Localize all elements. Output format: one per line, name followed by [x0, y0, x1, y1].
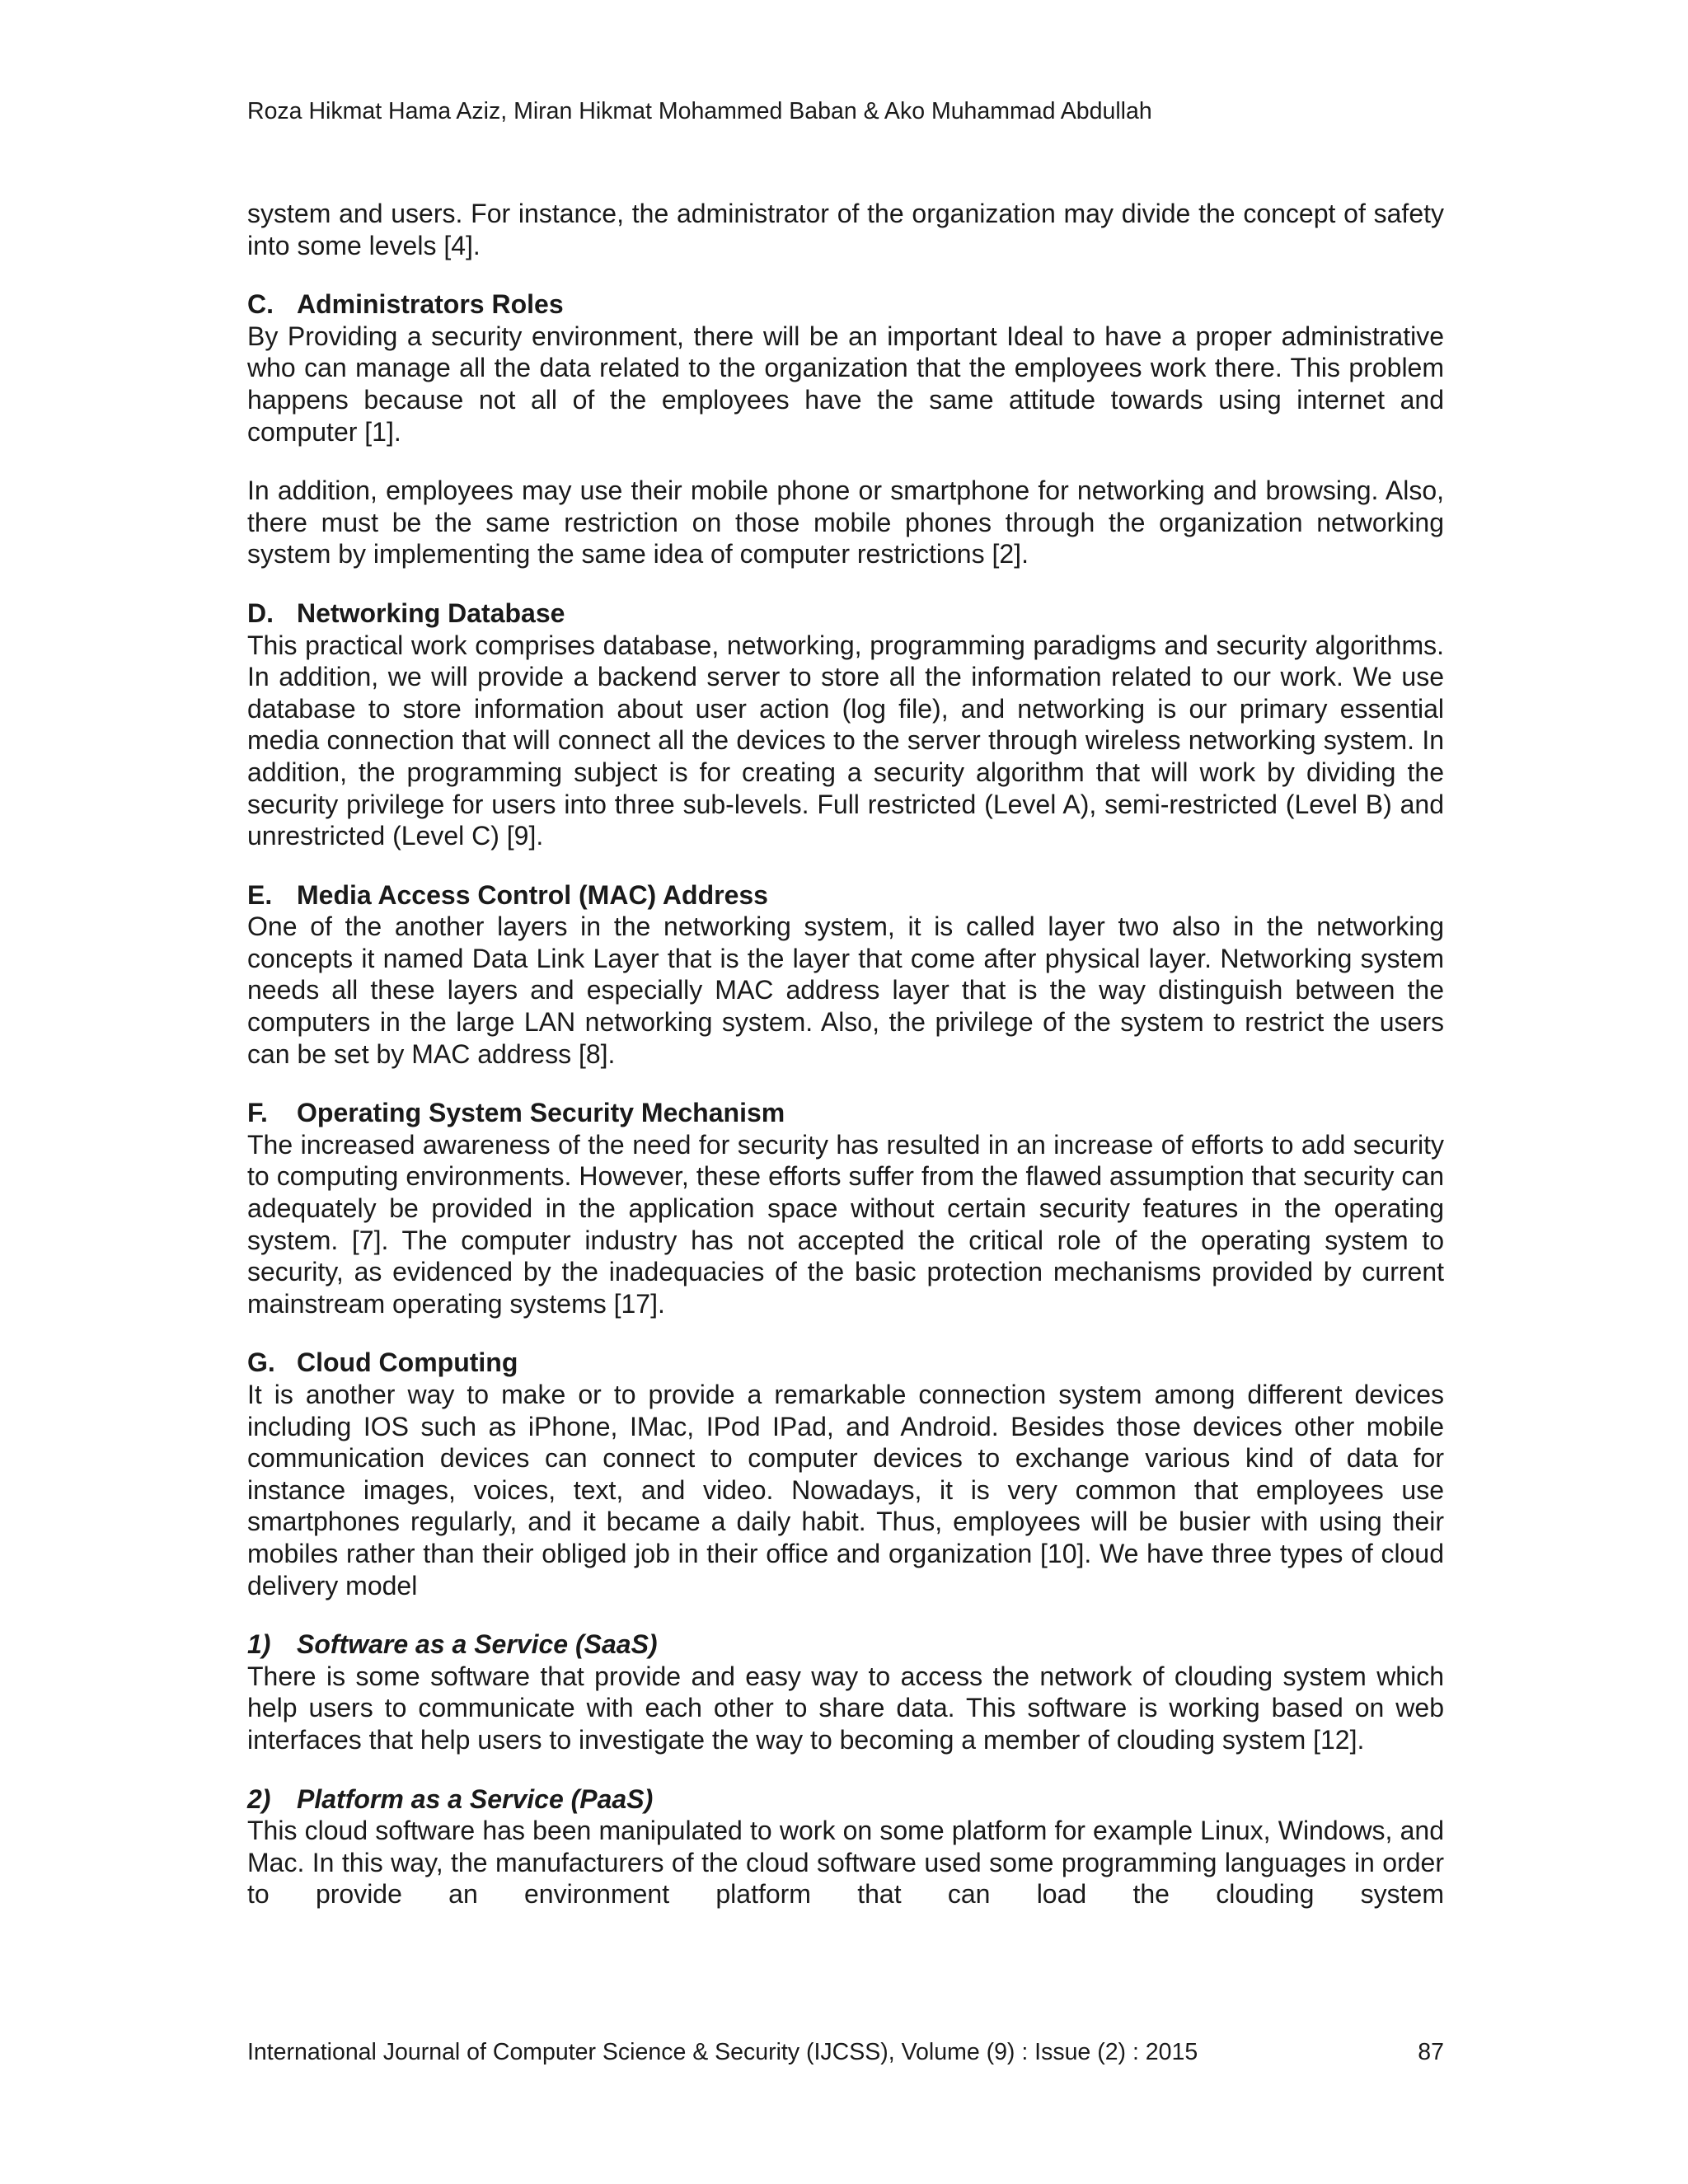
subsection-number: 1)	[247, 1629, 271, 1660]
section-heading	[247, 1347, 1444, 1379]
subsection-paas	[247, 1783, 1444, 1910]
section-title: Networking Database	[297, 598, 565, 628]
section-number: D.	[247, 598, 274, 628]
section-number: E.	[247, 879, 273, 910]
paragraph: This cloud software has been manipulated to work on some platform for example Linux, Windows, and Mac. In this way, the manufacturers of the cloud software used some programming languages in order to provide an environment platform that can load the clouding system	[247, 1816, 1444, 1910]
section-heading	[247, 288, 1444, 321]
section-number: C.	[247, 289, 274, 320]
paragraph: By Providing a security environment, there will be an important Ideal to have a proper administrative who can manage all the data related to the organization that the employees work there. This problem happens because not all of the employees have the same attitude towards using internet and computer [1].	[247, 321, 1444, 447]
section-title: Operating System Security Mechanism	[297, 1098, 785, 1128]
section-title: Media Access Control (MAC) Address	[297, 879, 768, 910]
section-number: F.	[247, 1098, 268, 1128]
paragraph: This practical work comprises database, networking, programming paradigms and security algorithms. In addition, we will provide a backend server to store all the information related to our work. We use database to store information about user action (log file), and networking is our primary essential media connection that will connect all the devices to the server through wireless networking system. In addition, the programming subject is for creating a security algorithm that will work by dividing the security privilege for users into three sub-levels. Full restricted (Level A), semi-restricted (Level B) and unrestricted (Level C) [9].	[247, 630, 1444, 851]
section-os-security-mechanism	[247, 1097, 1444, 1319]
paragraph: One of the another layers in the networking system, it is called layer two also in the networking concepts it named Data Link Layer that is the layer that come after physical layer. Networking system needs all these layers and especially MAC address layer that is the way distinguish between the computers in the large LAN networking system. Also, the privilege of the system to restrict the users can be set by MAC address [8].	[247, 912, 1444, 1069]
section-title: Cloud Computing	[297, 1347, 518, 1378]
page-number: 87	[1418, 2039, 1444, 2065]
running-head: Roza Hikmat Hama Aziz, Miran Hikmat Mohammed Baban & Ako Muhammad Abdullah	[247, 98, 1152, 124]
paragraph: It is another way to make or to provide a remarkable connection system among different devices including IOS such as iPhone, IMac, IPod IPad, and Android. Besides those devices other mobile communication devices can connect to computer devices to exchange various kind of data for instance images, voices, text, and video. Nowadays, it is very common that employees use smartphones regularly, and it became a daily habit. Thus, employees will be busier with using their mobiles rather than their obliged job in their office and organization [10]. We have three types of cloud delivery model	[247, 1380, 1444, 1601]
section-cloud-computing	[247, 1347, 1444, 1601]
subsection-title: Platform as a Service (PaaS)	[297, 1783, 654, 1814]
subsection-heading	[247, 1629, 1444, 1661]
intro-paragraph: system and users. For instance, the administrator of the organization may divide the concept of safety into some levels [4].	[247, 199, 1444, 260]
footer-journal-citation: International Journal of Computer Science & Security (IJCSS), Volume (9) : Issue (2) : 2015	[247, 2039, 1198, 2065]
subsection-saas	[247, 1629, 1444, 1755]
paragraph: The increased awareness of the need for security has resulted in an increase of efforts to add security to computing environments. However, these efforts suffer from the flawed assumption that security can adequately be provided in the application space without certain security features in the operating system. [7]. The computer industry has not accepted the critical role of the operating system to security, as evidenced by the inadequacies of the basic protection mechanisms provided by current mainstream operating systems [17].	[247, 1129, 1444, 1319]
subsection-number: 2)	[247, 1783, 271, 1814]
section-number: G.	[247, 1347, 275, 1378]
page-footer	[247, 2037, 1444, 2067]
section-networking-database	[247, 598, 1444, 852]
section-mac-address	[247, 879, 1444, 1071]
section-administrators-roles	[247, 288, 1444, 570]
body-text	[247, 198, 1444, 1938]
section-heading	[247, 1097, 1444, 1129]
section-heading	[247, 598, 1444, 630]
paragraph: There is some software that provide and easy way to access the network of clouding system which help users to communicate with each other to share data. This software is working based on web interfaces that help users to investigate the way to becoming a member of clouding system [12].	[247, 1661, 1444, 1755]
subsection-title: Software as a Service (SaaS)	[297, 1629, 658, 1660]
paragraph: In addition, employees may use their mobile phone or smartphone for networking and browsing. Also, there must be the same restriction on those mobile phones through the organization networking system by implementing the same idea of computer restrictions [2].	[247, 476, 1444, 569]
subsection-heading	[247, 1783, 1444, 1816]
section-heading	[247, 879, 1444, 912]
section-title: Administrators Roles	[297, 289, 564, 320]
